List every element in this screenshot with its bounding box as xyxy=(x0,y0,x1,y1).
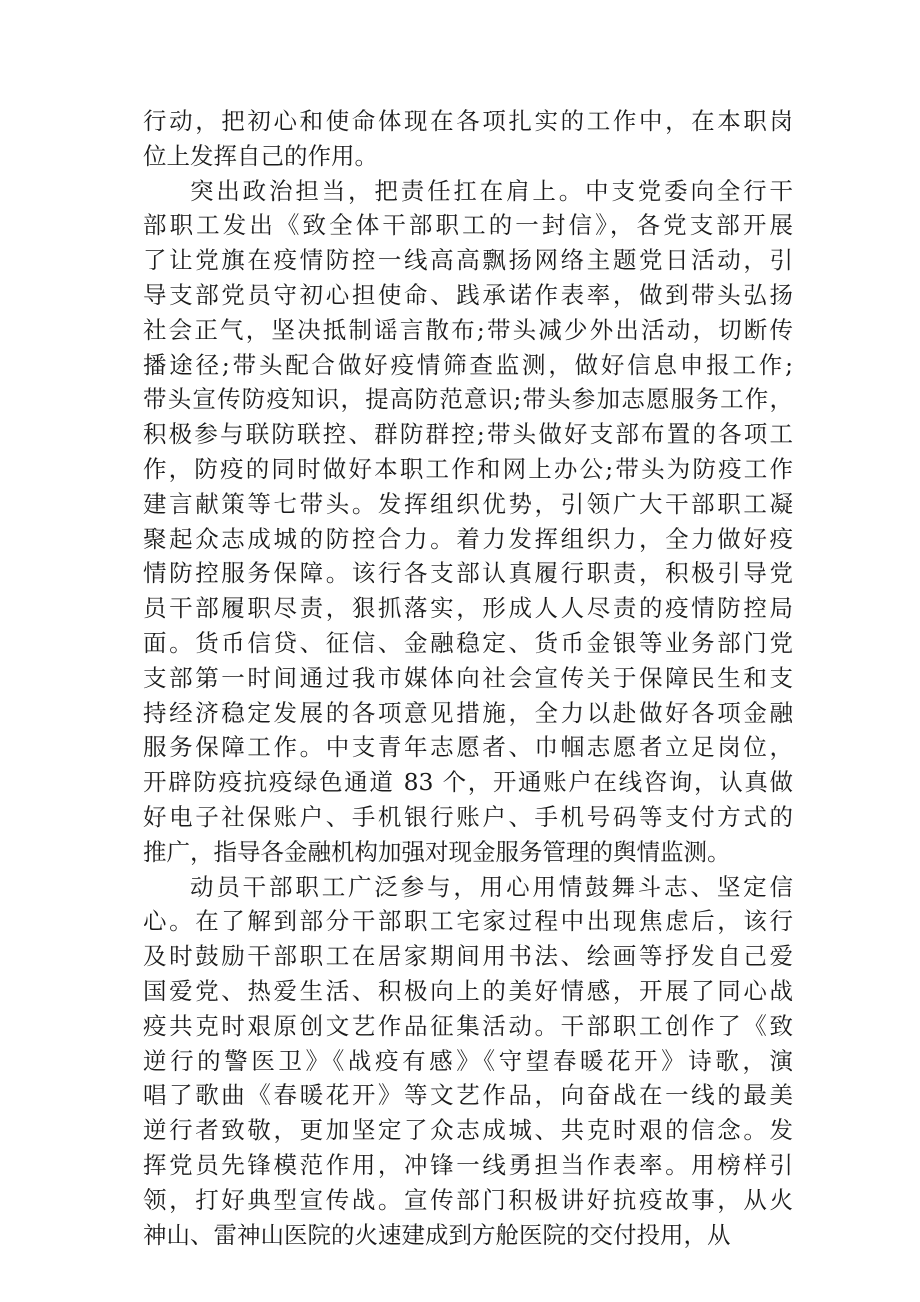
text-line: 面。货币信贷、征信、金融稳定、货币金银等业务部门党 xyxy=(143,628,793,657)
text-line: 领，打好典型宣传战。宣传部门积极讲好抗疫故事，从火 xyxy=(143,1185,793,1214)
body-text xyxy=(143,104,793,1252)
paragraph xyxy=(143,104,793,174)
text-line: 聚起众志成城的防控合力。着力发挥组织力，全力做好疫 xyxy=(143,524,793,553)
text-line: 作，防疫的同时做好本职工作和网上办公;带头为防疫工作 xyxy=(143,454,793,483)
text-line: 动员干部职工广泛参与，用心用情鼓舞斗志、坚定信 xyxy=(190,872,793,901)
text-line: 支部第一时间通过我市媒体向社会宣传关于保障民生和支 xyxy=(143,663,793,692)
text-line: 及时鼓励干部职工在居家期间用书法、绘画等抒发自己爱 xyxy=(143,942,793,971)
text-line: 服务保障工作。中支青年志愿者、巾帼志愿者立足岗位， xyxy=(143,733,793,762)
paragraph xyxy=(143,870,793,1253)
paragraph xyxy=(143,174,793,870)
text-line: 带头宣传防疫知识，提高防范意识;带头参加志愿服务工作， xyxy=(143,385,793,414)
text-line: 神山、雷神山医院的火速建成到方舱医院的交付投用，从 xyxy=(143,1220,731,1249)
text-line: 逆行的警医卫》《战疫有感》《守望春暖花开》诗歌，演 xyxy=(143,1046,793,1075)
text-line: 了让党旗在疫情防控一线高高飘扬网络主题党日活动，引 xyxy=(143,246,793,275)
text-line: 行动，把初心和使命体现在各项扎实的工作中，在本职岗 xyxy=(143,107,793,135)
text-line: 疫共克时艰原创文艺作品征集活动。干部职工创作了《致 xyxy=(143,1011,793,1040)
text-line: 播途径;带头配合做好疫情筛查监测，做好信息申报工作; xyxy=(143,350,793,379)
text-line: 持经济稳定发展的各项意见措施，全力以赴做好各项金融 xyxy=(143,698,793,727)
text-line: 唱了歌曲《春暖花开》等文艺作品，向奋战在一线的最美 xyxy=(143,1081,793,1110)
text-line: 挥党员先锋模范作用，冲锋一线勇担当作表率。用榜样引 xyxy=(143,1150,793,1179)
text-line: 导支部党员守初心担使命、践承诺作表率，做到带头弘扬 xyxy=(143,280,793,309)
text-line: 逆行者致敬，更加坚定了众志成城、共克时艰的信念。发 xyxy=(143,1116,793,1145)
text-line: 情防控服务保障。该行各支部认真履行职责，积极引导党 xyxy=(143,559,793,588)
text-line: 国爱党、热爱生活、积极向上的美好情感，开展了同心战 xyxy=(143,976,793,1005)
text-line: 好电子社保账户、手机银行账户、手机号码等支付方式的 xyxy=(143,802,793,831)
text-line: 开辟防疫抗疫绿色通道 83 个，开通账户在线咨询，认真做 xyxy=(143,768,793,797)
text-line: 建言献策等七带头。发挥组织优势，引领广大干部职工凝 xyxy=(143,489,793,518)
text-line: 位上发挥自己的作用。 xyxy=(143,141,378,170)
text-line: 推广，指导各金融机构加强对现金服务管理的舆情监测。 xyxy=(143,837,731,866)
text-line: 心。在了解到部分干部职工宅家过程中出现焦虑后，该行 xyxy=(143,907,793,936)
text-line: 积极参与联防联控、群防群控;带头做好支部布置的各项工 xyxy=(143,420,793,449)
text-line: 部职工发出《致全体干部职工的一封信》，各党支部开展 xyxy=(143,211,793,240)
text-line: 社会正气，坚决抵制谣言散布;带头减少外出活动，切断传 xyxy=(143,315,793,344)
text-line: 员干部履职尽责，狠抓落实，形成人人尽责的疫情防控局 xyxy=(143,594,793,623)
text-line: 突出政治担当，把责任扛在肩上。中支党委向全行干 xyxy=(190,176,793,205)
